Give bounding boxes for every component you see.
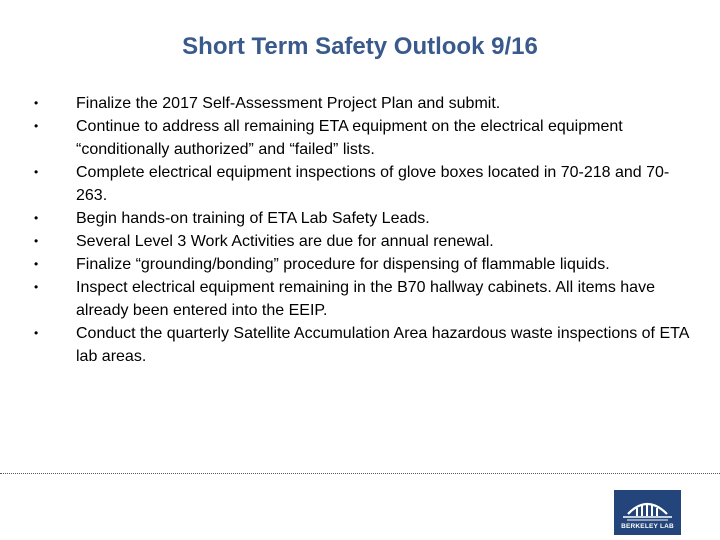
berkeley-lab-logo xyxy=(614,490,681,535)
list-item xyxy=(34,253,694,276)
bullet-icon: • xyxy=(34,165,39,179)
list-item-text: Finalize the 2017 Self-Assessment Project Plan and submit. xyxy=(76,95,501,112)
berkeley-lab-emblem-icon xyxy=(614,490,681,524)
list-item xyxy=(34,230,694,253)
list-item-text: Begin hands-on training of ETA Lab Safety Leads. xyxy=(76,210,430,227)
bullet-icon: • xyxy=(34,257,39,271)
bullet-icon: • xyxy=(34,280,39,294)
list-item xyxy=(34,115,694,161)
footer-divider xyxy=(0,473,720,474)
bullet-icon: • xyxy=(34,234,39,248)
list-item-text: Continue to address all remaining ETA equipment on the electrical equipment “conditionally authorized” and “failed” lists. xyxy=(76,118,623,158)
list-item xyxy=(34,161,694,207)
list-item xyxy=(34,322,694,368)
list-item-text: Inspect electrical equipment remaining in the B70 hallway cabinets. All items have already been entered into the EEIP. xyxy=(76,279,655,319)
list-item-text: Several Level 3 Work Activities are due for annual renewal. xyxy=(76,233,494,250)
list-item-text: Complete electrical equipment inspections of glove boxes located in 70-218 and 70-263. xyxy=(76,164,670,204)
list-item xyxy=(34,92,694,115)
bullet-icon: • xyxy=(34,96,39,110)
bullet-icon: • xyxy=(34,326,39,340)
bullet-icon: • xyxy=(34,119,39,133)
logo-text: BERKELEY LAB xyxy=(621,523,674,530)
list-item-text: Finalize “grounding/bonding” procedure for dispensing of flammable liquids. xyxy=(76,256,610,273)
slide-title: Short Term Safety Outlook 9/16 xyxy=(182,33,538,60)
bullet-list xyxy=(34,92,694,368)
list-item xyxy=(34,207,694,230)
bullet-icon: • xyxy=(34,211,39,225)
list-item xyxy=(34,276,694,322)
list-item-text: Conduct the quarterly Satellite Accumulation Area hazardous waste inspections of ETA lab areas. xyxy=(76,325,689,365)
